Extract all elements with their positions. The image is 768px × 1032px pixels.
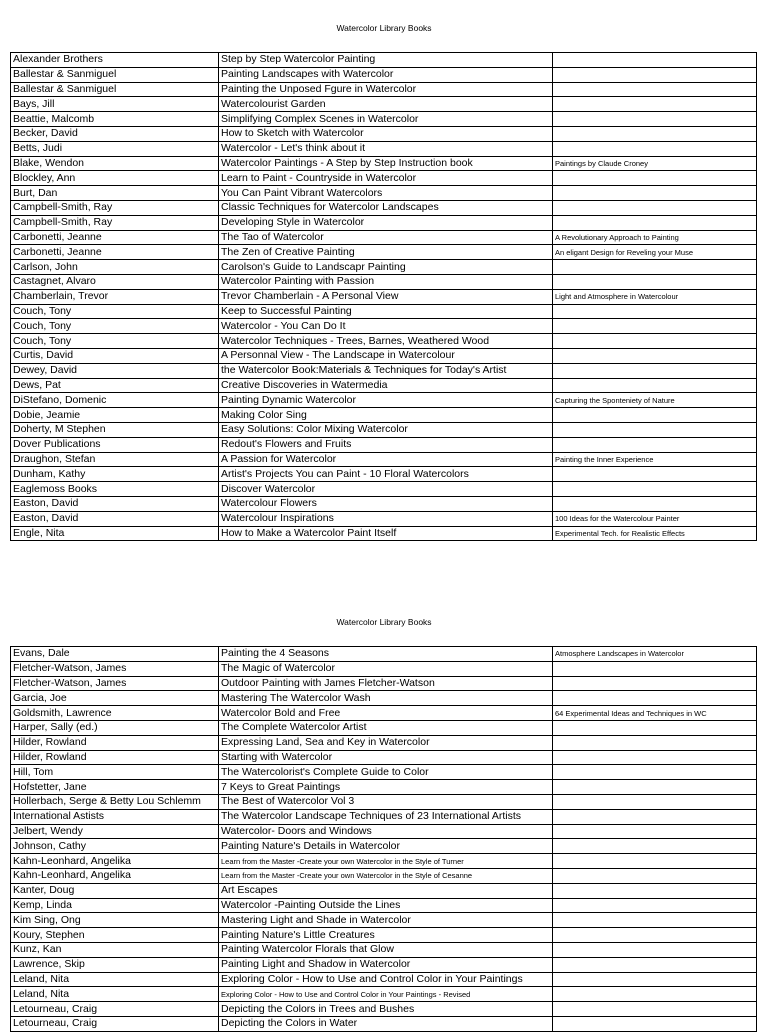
table-row (11, 780, 757, 795)
table-row (11, 482, 757, 497)
book-note (553, 898, 757, 913)
book-note (553, 913, 757, 928)
book-author: Becker, David (11, 126, 219, 141)
book-title: How to Make a Watercolor Paint Itself (219, 526, 553, 541)
table-row (11, 526, 757, 541)
book-author: Couch, Tony (11, 304, 219, 319)
book-note (553, 794, 757, 809)
table-row (11, 854, 757, 869)
table-row (11, 809, 757, 824)
book-title: Mastering Light and Shade in Watercolor (219, 913, 553, 928)
book-note (553, 304, 757, 319)
book-note (553, 868, 757, 883)
table-row (11, 260, 757, 275)
book-author: Easton, David (11, 496, 219, 511)
book-title: Exploring Color - How to Use and Control Color in Your Paintings (219, 972, 553, 987)
table-row (11, 720, 757, 735)
book-title: Step by Step Watercolor Painting (219, 53, 553, 68)
table-row (11, 112, 757, 127)
book-title: Keep to Successful Painting (219, 304, 553, 319)
table-row (11, 942, 757, 957)
books-table-1 (10, 52, 757, 541)
book-author: Fletcher-Watson, James (11, 661, 219, 676)
book-note (553, 1002, 757, 1017)
book-author: Leland, Nita (11, 987, 219, 1002)
book-author: Kahn-Leonhard, Angelika (11, 868, 219, 883)
table-row (11, 467, 757, 482)
book-note (553, 987, 757, 1002)
book-note (553, 215, 757, 230)
book-title: Learn from the Master -Create your own Watercolor in the Style of Cesanne (219, 868, 553, 883)
book-author: Doherty, M Stephen (11, 422, 219, 437)
book-note (553, 200, 757, 215)
book-title: Watercolourist Garden (219, 97, 553, 112)
book-note: Capturing the Sponteniety of Nature (553, 393, 757, 408)
book-note (553, 378, 757, 393)
table-row (11, 706, 757, 721)
book-author: Carbonetti, Jeanne (11, 230, 219, 245)
book-note: Light and Atmosphere in Watercolour (553, 289, 757, 304)
book-author: Hilder, Rowland (11, 735, 219, 750)
book-note (553, 720, 757, 735)
book-author: Kemp, Linda (11, 898, 219, 913)
book-note (553, 676, 757, 691)
table-row (11, 215, 757, 230)
book-note: 100 Ideas for the Watercolour Painter (553, 511, 757, 526)
book-note (553, 437, 757, 452)
book-note (553, 67, 757, 82)
table-row (11, 839, 757, 854)
book-note: 64 Experimental Ideas and Techniques in WC (553, 706, 757, 721)
book-author: Campbell-Smith, Ray (11, 215, 219, 230)
book-note (553, 171, 757, 186)
table-row (11, 1002, 757, 1017)
book-title: The Watercolor Landscape Techniques of 23 International Artists (219, 809, 553, 824)
book-title: Depicting the Colors in Trees and Bushes (219, 1002, 553, 1017)
book-note (553, 661, 757, 676)
book-author: Draughon, Stefan (11, 452, 219, 467)
book-author: Dews, Pat (11, 378, 219, 393)
book-author: Hollerbach, Serge & Betty Lou Schlemm (11, 794, 219, 809)
book-note (553, 824, 757, 839)
book-author: International Astists (11, 809, 219, 824)
book-note (553, 735, 757, 750)
book-author: Koury, Stephen (11, 928, 219, 943)
table-row (11, 230, 757, 245)
table-row (11, 883, 757, 898)
book-note (553, 883, 757, 898)
book-note: A Revolutionary Approach to Painting (553, 230, 757, 245)
table-row (11, 511, 757, 526)
book-title: Painting Light and Shadow in Watercolor (219, 957, 553, 972)
book-title: Watercolor Bold and Free (219, 706, 553, 721)
table-row (11, 53, 757, 68)
book-title: Watercolor- Doors and Windows (219, 824, 553, 839)
table-row (11, 972, 757, 987)
book-title: You Can Paint Vibrant Watercolors (219, 186, 553, 201)
book-author: Engle, Nita (11, 526, 219, 541)
book-title: Watercolour Inspirations (219, 511, 553, 526)
table-row (11, 452, 757, 467)
book-author: Blake, Wendon (11, 156, 219, 171)
book-author: Betts, Judi (11, 141, 219, 156)
book-author: Hofstetter, Jane (11, 780, 219, 795)
book-title: How to Sketch with Watercolor (219, 126, 553, 141)
book-title: Watercolor Paintings - A Step by Step Instruction book (219, 156, 553, 171)
table-row (11, 274, 757, 289)
table-row (11, 97, 757, 112)
book-author: Letourneau, Craig (11, 1002, 219, 1017)
book-title: A Passion for Watercolor (219, 452, 553, 467)
table-row (11, 496, 757, 511)
book-note (553, 319, 757, 334)
book-title: Exploring Color - How to Use and Control Color in Your Paintings - Revised (219, 987, 553, 1002)
book-note (553, 839, 757, 854)
book-note (553, 482, 757, 497)
book-title: Painting Dynamic Watercolor (219, 393, 553, 408)
book-title: Watercolour Flowers (219, 496, 553, 511)
book-author: Bays, Jill (11, 97, 219, 112)
book-author: Harper, Sally (ed.) (11, 720, 219, 735)
book-author: Johnson, Cathy (11, 839, 219, 854)
book-author: Dover Publications (11, 437, 219, 452)
book-author: Carlson, John (11, 260, 219, 275)
book-title: Creative Discoveries in Watermedia (219, 378, 553, 393)
book-author: Kim Sing, Ong (11, 913, 219, 928)
table-row (11, 750, 757, 765)
book-note (553, 691, 757, 706)
book-author: Curtis, David (11, 348, 219, 363)
book-note (553, 141, 757, 156)
book-note (553, 809, 757, 824)
book-author: Goldsmith, Lawrence (11, 706, 219, 721)
table-row (11, 913, 757, 928)
book-title: Discover Watercolor (219, 482, 553, 497)
book-note (553, 422, 757, 437)
book-author: Lawrence, Skip (11, 957, 219, 972)
book-note: Painting the Inner Experience (553, 452, 757, 467)
table-row (11, 126, 757, 141)
table-row (11, 824, 757, 839)
table-row (11, 868, 757, 883)
book-author: Burt, Dan (11, 186, 219, 201)
book-note (553, 942, 757, 957)
book-author: Kunz, Kan (11, 942, 219, 957)
book-title: Expressing Land, Sea and Key in Watercolor (219, 735, 553, 750)
book-author: Ballestar & Sanmiguel (11, 82, 219, 97)
book-title: Classic Techniques for Watercolor Landscapes (219, 200, 553, 215)
book-title: Developing Style in Watercolor (219, 215, 553, 230)
books-table-2 (10, 646, 757, 1032)
table-row (11, 334, 757, 349)
book-title: A Personnal View - The Landscape in Watercolour (219, 348, 553, 363)
table-row (11, 348, 757, 363)
table-row (11, 200, 757, 215)
book-author: Hilder, Rowland (11, 750, 219, 765)
book-title: Painting Nature's Details in Watercolor (219, 839, 553, 854)
table-row (11, 765, 757, 780)
book-title: Painting Watercolor Florals that Glow (219, 942, 553, 957)
book-title: Mastering The Watercolor Wash (219, 691, 553, 706)
book-note (553, 467, 757, 482)
book-note: Experimental Tech. for Realistic Effects (553, 526, 757, 541)
table-row (11, 794, 757, 809)
book-title: The Best of Watercolor Vol 3 (219, 794, 553, 809)
book-title: The Tao of Watercolor (219, 230, 553, 245)
table-row (11, 928, 757, 943)
book-author: Beattie, Malcomb (11, 112, 219, 127)
book-note (553, 750, 757, 765)
book-note (553, 972, 757, 987)
book-title: Watercolor -Painting Outside the Lines (219, 898, 553, 913)
book-title: Trevor Chamberlain - A Personal View (219, 289, 553, 304)
table-row (11, 186, 757, 201)
book-note (553, 957, 757, 972)
book-author: Hill, Tom (11, 765, 219, 780)
book-note (553, 126, 757, 141)
book-note (553, 408, 757, 423)
page-title-1: Watercolor Library Books (336, 23, 432, 33)
book-note (553, 186, 757, 201)
book-author: Dobie, Jeamie (11, 408, 219, 423)
book-title: The Zen of Creative Painting (219, 245, 553, 260)
book-note (553, 82, 757, 97)
book-author: Dewey, David (11, 363, 219, 378)
table-row (11, 82, 757, 97)
table-row (11, 378, 757, 393)
book-title: Learn to Paint - Countryside in Watercolor (219, 171, 553, 186)
book-note (553, 97, 757, 112)
book-note: Paintings by Claude Croney (553, 156, 757, 171)
book-title: Simplifying Complex Scenes in Watercolor (219, 112, 553, 127)
book-note (553, 274, 757, 289)
book-note (553, 928, 757, 943)
book-title: Carolson's Guide to Landscapr Painting (219, 260, 553, 275)
book-title: Watercolor Painting with Passion (219, 274, 553, 289)
book-title: Watercolor - You Can Do It (219, 319, 553, 334)
book-note (553, 53, 757, 68)
book-title: Depicting the Colors in Water (219, 1016, 553, 1031)
table-row (11, 245, 757, 260)
book-author: DiStefano, Domenic (11, 393, 219, 408)
book-title: the Watercolor Book:Materials & Techniques for Today's Artist (219, 363, 553, 378)
book-title: Making Color Sing (219, 408, 553, 423)
book-note (553, 363, 757, 378)
book-title: Watercolor - Let's think about it (219, 141, 553, 156)
book-author: Easton, David (11, 511, 219, 526)
book-note (553, 496, 757, 511)
book-note (553, 780, 757, 795)
book-note (553, 765, 757, 780)
book-title: The Watercolorist's Complete Guide to Color (219, 765, 553, 780)
book-author: Couch, Tony (11, 334, 219, 349)
book-note: An eligant Design for Reveling your Muse (553, 245, 757, 260)
book-title: The Complete Watercolor Artist (219, 720, 553, 735)
book-note (553, 260, 757, 275)
book-author: Carbonetti, Jeanne (11, 245, 219, 260)
book-title: Painting the Unposed Fgure in Watercolor (219, 82, 553, 97)
table-row (11, 898, 757, 913)
table-row (11, 319, 757, 334)
book-title: Painting the 4 Seasons (219, 647, 553, 662)
table-row (11, 289, 757, 304)
book-author: Chamberlain, Trevor (11, 289, 219, 304)
table-row (11, 422, 757, 437)
book-title: Learn from the Master -Create your own Watercolor in the Style of Turner (219, 854, 553, 869)
book-author: Jelbert, Wendy (11, 824, 219, 839)
book-note (553, 334, 757, 349)
book-note (553, 112, 757, 127)
book-note (553, 348, 757, 363)
table-row (11, 987, 757, 1002)
table-row (11, 437, 757, 452)
book-author: Alexander Brothers (11, 53, 219, 68)
book-author: Eaglemoss Books (11, 482, 219, 497)
book-author: Kahn-Leonhard, Angelika (11, 854, 219, 869)
table-row (11, 647, 757, 662)
table-row (11, 304, 757, 319)
table-row (11, 957, 757, 972)
table-row (11, 661, 757, 676)
book-title: Watercolor Techniques - Trees, Barnes, Weathered Wood (219, 334, 553, 349)
book-author: Fletcher-Watson, James (11, 676, 219, 691)
table-row (11, 408, 757, 423)
book-author: Dunham, Kathy (11, 467, 219, 482)
book-title: Painting Landscapes with Watercolor (219, 67, 553, 82)
book-title: 7 Keys to Great Paintings (219, 780, 553, 795)
table-row (11, 67, 757, 82)
book-title: Outdoor Painting with James Fletcher-Watson (219, 676, 553, 691)
book-author: Letourneau, Craig (11, 1016, 219, 1031)
page-title-2: Watercolor Library Books (336, 617, 432, 627)
table-row (11, 363, 757, 378)
book-title: Easy Solutions: Color Mixing Watercolor (219, 422, 553, 437)
table-row (11, 735, 757, 750)
table-row (11, 676, 757, 691)
book-title: Artist's Projects You can Paint - 10 Floral Watercolors (219, 467, 553, 482)
book-title: Painting Nature's Little Creatures (219, 928, 553, 943)
book-author: Blockley, Ann (11, 171, 219, 186)
book-note (553, 854, 757, 869)
book-author: Evans, Dale (11, 647, 219, 662)
book-title: Art Escapes (219, 883, 553, 898)
table-row (11, 171, 757, 186)
table-row (11, 393, 757, 408)
book-author: Ballestar & Sanmiguel (11, 67, 219, 82)
table-row (11, 141, 757, 156)
book-author: Garcia, Joe (11, 691, 219, 706)
book-title: Redout's Flowers and Fruits (219, 437, 553, 452)
book-author: Couch, Tony (11, 319, 219, 334)
table-row (11, 156, 757, 171)
book-author: Castagnet, Alvaro (11, 274, 219, 289)
book-title: The Magic of Watercolor (219, 661, 553, 676)
book-author: Campbell-Smith, Ray (11, 200, 219, 215)
book-author: Kanter, Doug (11, 883, 219, 898)
book-title: Starting with Watercolor (219, 750, 553, 765)
book-note: Atmosphere Landscapes in Watercolor (553, 647, 757, 662)
book-author: Leland, Nita (11, 972, 219, 987)
table-row (11, 691, 757, 706)
